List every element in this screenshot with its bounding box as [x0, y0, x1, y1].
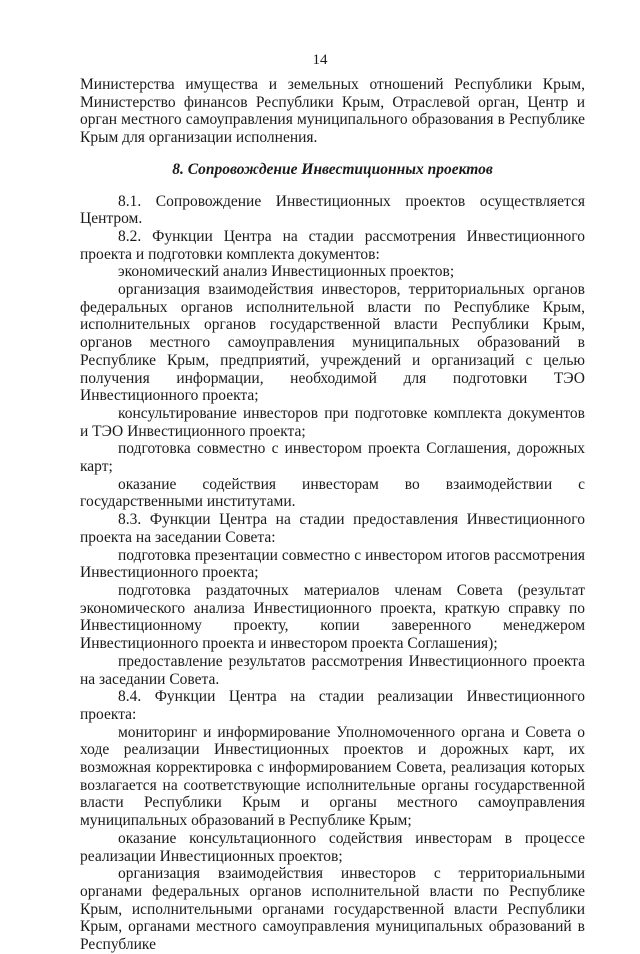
paragraph-8-1: 8.1. Сопровождение Инвестиционных проектов осуществляется Центром.	[80, 192, 585, 228]
document-body	[80, 76, 585, 954]
list-item: оказание консультационного содействия инвесторам в процессе реализации Инвестиционных проектов;	[80, 829, 585, 865]
list-item: подготовка раздаточных материалов членам Совета (результат экономического анализа Инвестиционного проекта, краткую справку по Инвестиционному проекту, копии заверенного менеджером Инвестиционного проекта и инвестором проекта Соглашения);	[80, 581, 585, 653]
list-item: оказание содействия инвесторам во взаимодействии с государственными институтами.	[80, 475, 585, 511]
list-item: экономический анализ Инвестиционных проектов;	[118, 263, 455, 281]
paragraph-8-2: 8.2. Функции Центра на стадии рассмотрения Инвестиционного проекта и подготовки комплекта документов:	[80, 227, 585, 263]
paragraph-8-4: 8.4. Функции Центра на стадии реализации Инвестиционного проекта:	[80, 688, 585, 723]
section-title: 8. Сопровождение Инвестиционных проектов	[172, 160, 493, 178]
list-item: подготовка презентации совместно с инвестором итогов рассмотрения Инвестиционного проекта;	[80, 546, 585, 582]
list-item: организация взаимодействия инвесторов, территориальных органов федеральных органов исполнительной власти по Республике Крым, исполнительных органов государственной власти Республики Крым, органов местного самоуправления муниципальных образований в Республике Крым, предприятий, учреждений и организаций с целью получения информации, необходимой для подготовки ТЭО Инвестиционного проекта;	[80, 281, 585, 405]
intro-paragraph: Министерства имущества и земельных отношений Республики Крым, Министерство финансов Республики Крым, Отраслевой орган, Центр и орган местного самоуправления муниципального образования в Республике Крым для организации исполнения.	[80, 76, 585, 147]
list-item: организация взаимодействия инвесторов с территориальными органами федеральных органов исполнительной власти по Республике Крым, исполнительными органами государственной власти Республики Крым, органами местного самоуправления муниципальных образований в Республике	[80, 865, 585, 954]
page-number: 14	[312, 52, 328, 68]
list-item: подготовка совместно с инвестором проекта Соглашения, дорожных карт;	[80, 440, 585, 476]
list-item: предоставление результатов рассмотрения Инвестиционного проекта на заседании Совета.	[80, 652, 585, 688]
list-item: консультирование инвесторов при подготовке комплекта документов и ТЭО Инвестиционного проекта;	[80, 404, 585, 440]
paragraph-8-3: 8.3. Функции Центра на стадии предоставления Инвестиционного проекта на заседании Совета:	[80, 511, 585, 546]
list-item: мониторинг и информирование Уполномоченного органа и Совета о ходе реализации Инвестиционных проектов и дорожных карт, их возможная корректировка с информированием Совета, реализация которых возлагается на соответствующие исполнительные органы государственной власти Республики Крым и органы местного самоуправления муниципальных образований в Республике Крым;	[80, 723, 585, 830]
